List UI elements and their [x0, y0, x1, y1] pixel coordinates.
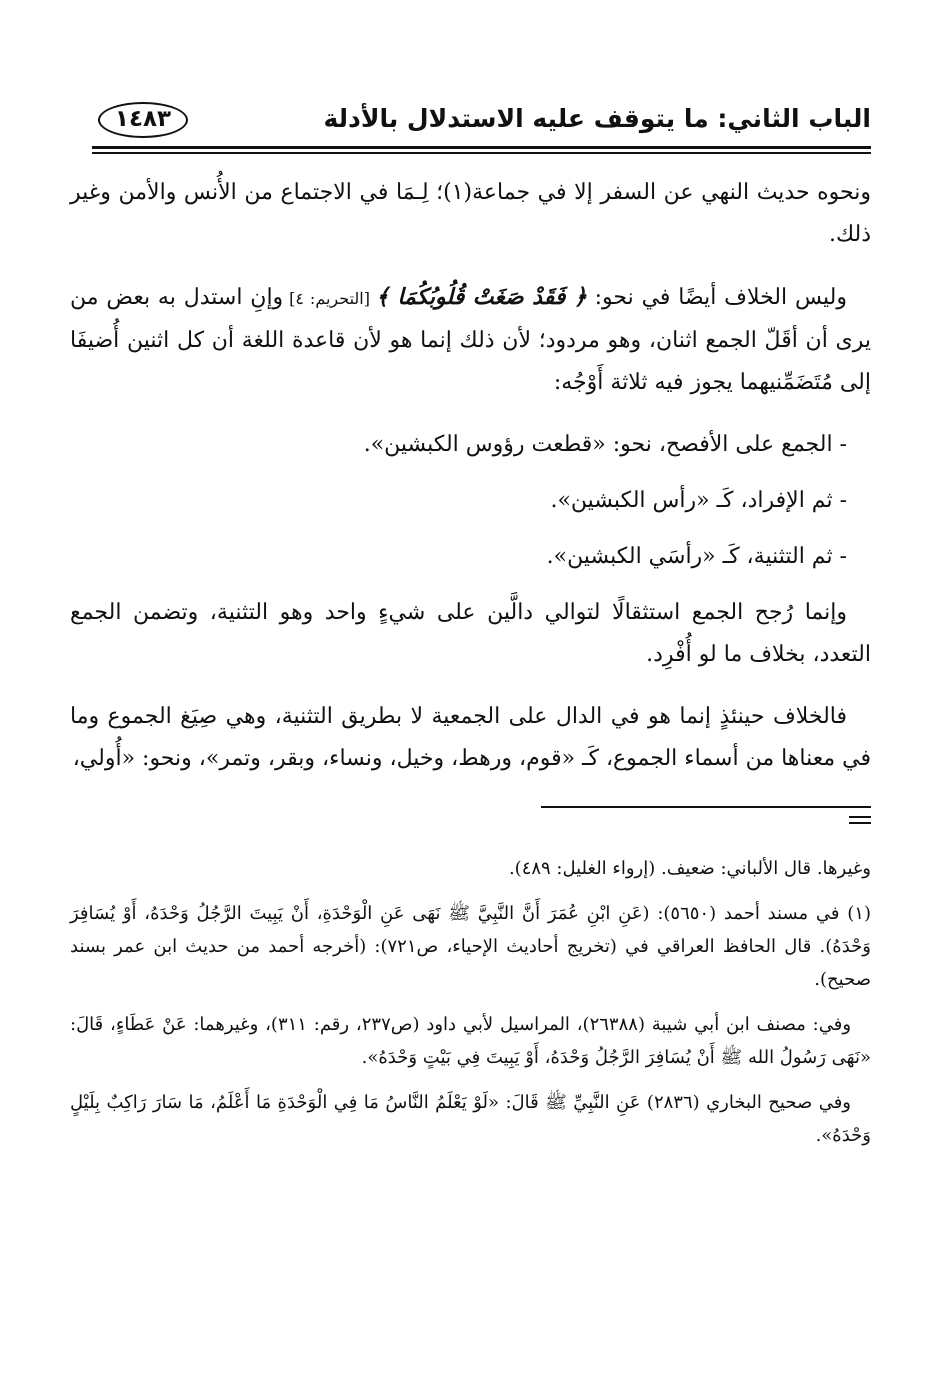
paragraph-1: ونحوه حديث النهي عن السفر إلا في جماعة(١)؛ لِـمَا في الاجتماع من الأُنس والأمن وغير ذلك.	[70, 180, 871, 247]
footnote-continuation: وغيرها. قال الألباني: ضعيف. (إرواء الغليل: ٤٨٩).	[508, 858, 871, 879]
footnote-separator	[70, 800, 871, 834]
list-item: - ثم الإفراد، كَـ «رأس الكبشين».	[550, 488, 847, 513]
verse-reference: [التحريم: ٤]	[283, 289, 376, 308]
paragraph-3: وإنما رُجح الجمع استثقالًا لتوالي دالَّين على شيءٍ واحد وهو التثنية، وتضمن الجمع التعدد، بخلاف ما لو أُفْرِد.	[70, 600, 871, 667]
footnote-1-part-3: وفي صحيح البخاري (٢٨٣٦) عَنِ النَّبِيِّ ﷺ قَالَ: «لَوْ يَعْلَمُ النَّاسُ مَا فِي الْوَحْدَةِ مَا أَعْلَمُ، مَا سَارَ رَاكِبٌ بِلَيْلٍ وَحْدَهُ».	[70, 1092, 871, 1146]
page-number: ١٤٨٣	[98, 102, 188, 138]
page-header	[70, 90, 871, 150]
continuation-mark	[849, 822, 871, 824]
running-title: الباب الثاني: ما يتوقف عليه الاستدلال بالأدلة	[323, 104, 871, 133]
main-text	[70, 172, 871, 780]
header-rule-thin	[92, 152, 871, 154]
book-page	[70, 90, 871, 1164]
header-rule-thick	[92, 146, 871, 149]
footnote-1-part-2: وفي: مصنف ابن أبي شيبة (٢٦٣٨٨)، المراسيل لأبي داود (ص٢٣٧، رقم: ٣١١)، وغيرهما: عَنْ عَطَاءٍ، قَالَ: «نَهَى رَسُولُ الله ﷺ أَنْ يُسَافِرَ الرَّجُلُ وَحْدَهُ، أَوْ يَبِيتَ فِي بَيْتٍ وَحْدَهُ».	[70, 1014, 871, 1068]
paragraph-2	[70, 276, 871, 404]
list-item: - الجمع على الأفصح، نحو: «قطعت رؤوس الكبشين».	[363, 432, 847, 457]
list-item: - ثم التثنية، كَـ «رأسَي الكبشين».	[546, 544, 847, 569]
paragraph-2-rest: وإنِ استدل به بعض من يرى أن أقَلّ الجمع اثنان، وهو مردود؛ لأن ذلك إنما هو لأن قاعدة اللغة أن كل اثنين أُضيفَا إلى مُتَضَمِّنيهما يجوز فيه ثلاثة أَوْجُه:	[70, 285, 871, 395]
paragraph-2-lead: وليس الخلاف أيضًا في نحو:	[586, 285, 847, 310]
quran-verse: ﴿ فَقَدْ صَغَتْ قُلُوبُكُمَا ﴾	[375, 284, 587, 310]
continuation-mark	[849, 816, 871, 818]
footnote-1: (١) في مسند أحمد (٥٦٥٠): (عَنِ ابْنِ عُمَرَ أَنَّ النَّبِيَّ ﷺ نَهَى عَنِ الْوَحْدَةِ، أَنْ يَبِيتَ الرَّجُلُ وَحْدَهُ، أَوْ يُسَافِرَ وَحْدَهُ). قال الحافظ العراقي في (تخريج أحاديث الإحياء، ص٧٢١): (أخرجه أحمد من حديث ابن عمر بسند صحيح).	[70, 903, 871, 990]
footnote-rule	[541, 806, 871, 808]
footnotes	[70, 852, 871, 1152]
paragraph-4: فالخلاف حينئذٍ إنما هو في الدال على الجمعية لا بطريق التثنية، وهي صِيَغ الجموع وما في معناها من أسماء الجموع، كَـ «قوم، ورهط، وخيل، ونساء، وبقر، وتمر»، ونحو: «أُولي،	[70, 704, 871, 771]
